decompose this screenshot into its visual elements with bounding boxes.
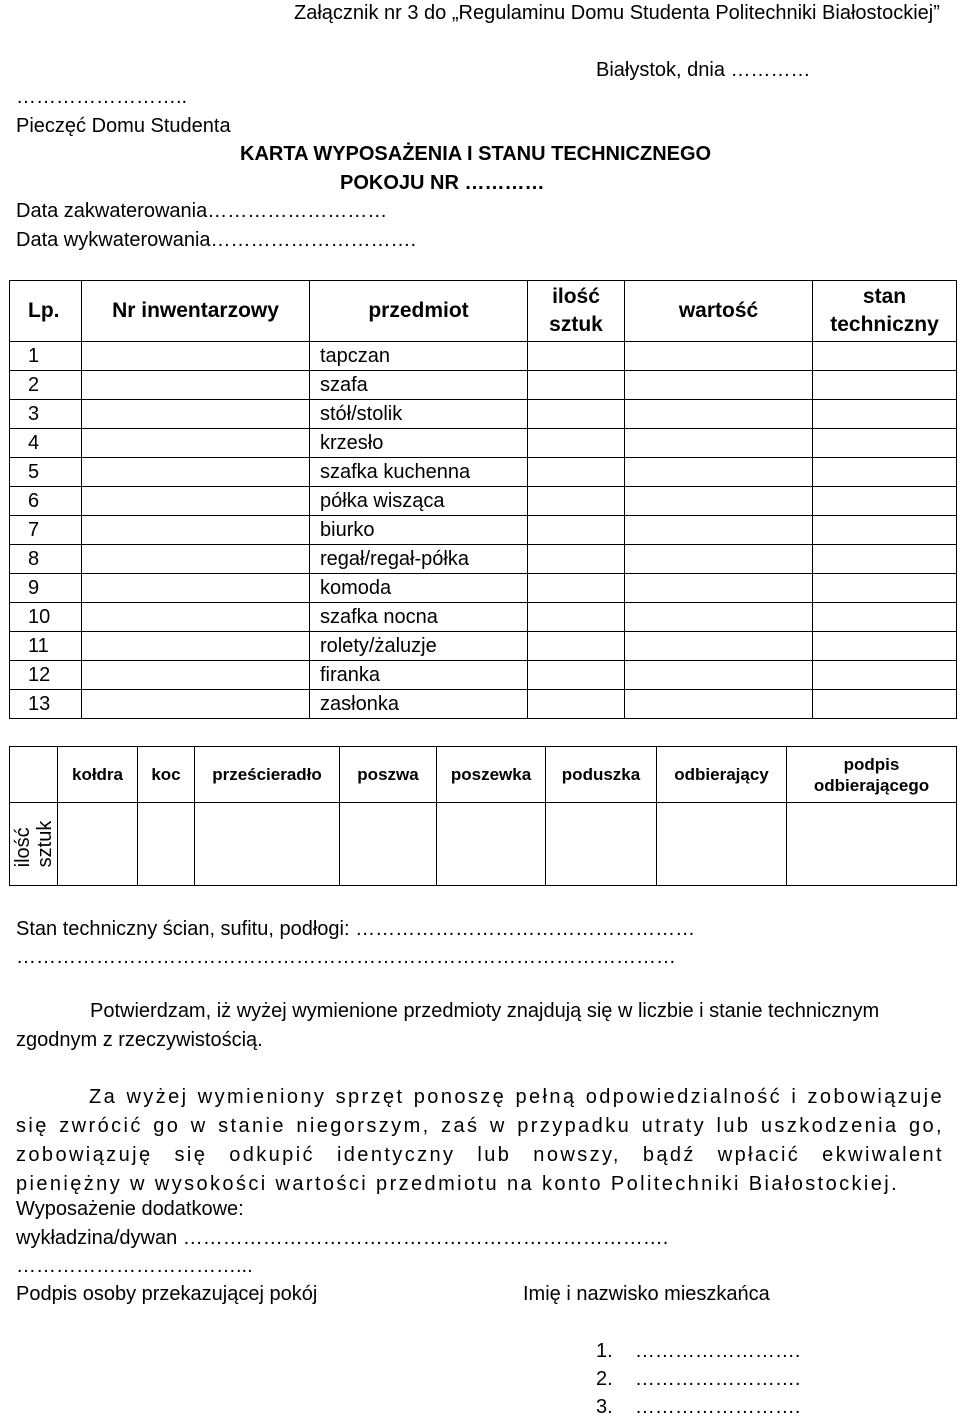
bedding-corner-cell xyxy=(10,747,58,803)
quantity-cell[interactable] xyxy=(528,661,625,690)
header-quantity-line2: sztuk xyxy=(549,313,603,336)
row-lp: 4 xyxy=(10,429,82,458)
inventory-row xyxy=(10,632,957,661)
row-lp: 5 xyxy=(10,458,82,487)
row-lp: 1 xyxy=(10,342,82,371)
inventory-row xyxy=(10,690,957,719)
header-lp: Lp. xyxy=(10,281,82,342)
inventory-row xyxy=(10,603,957,632)
item-name: regał/regał-półka xyxy=(310,545,528,574)
resident-line-1: 1. ……………………. xyxy=(596,1340,801,1362)
header-inventory-number: Nr inwentarzowy xyxy=(82,281,310,342)
value-cell[interactable] xyxy=(625,545,813,574)
row-lp: 12 xyxy=(10,661,82,690)
stamp-dots: …………………….. xyxy=(16,86,188,108)
item-name: stół/stolik xyxy=(310,400,528,429)
receiver-signature-cell[interactable] xyxy=(787,803,957,886)
header-value: wartość xyxy=(625,281,813,342)
attachment-note: Załącznik nr 3 do „Regulaminu Domu Studenta Politechniki Białostockiej” xyxy=(294,2,940,24)
inventory-row xyxy=(10,661,957,690)
row-lp: 13 xyxy=(10,690,82,719)
value-cell[interactable] xyxy=(625,661,813,690)
item-name: szafka kuchenna xyxy=(310,458,528,487)
quantity-cell[interactable] xyxy=(528,458,625,487)
inventory-number-cell[interactable] xyxy=(82,661,310,690)
quantity-cell[interactable] xyxy=(528,603,625,632)
quantity-cell[interactable] xyxy=(528,690,625,719)
technical-state-cell[interactable] xyxy=(813,429,957,458)
extra-equipment-label: Wyposażenie dodatkowe: xyxy=(16,1198,244,1220)
inventory-number-cell[interactable] xyxy=(82,690,310,719)
handover-signature-dots: ……………………………... xyxy=(16,1255,253,1277)
quantity-cell[interactable] xyxy=(528,429,625,458)
resident-line-3: 3. ……………………. xyxy=(596,1396,801,1418)
item-name: szafka nocna xyxy=(310,603,528,632)
header-pillowcase: poszewka xyxy=(437,747,546,803)
technical-state-cell[interactable] xyxy=(813,603,957,632)
quantity-cell[interactable] xyxy=(528,371,625,400)
row-lp: 3 xyxy=(10,400,82,429)
inventory-number-cell[interactable] xyxy=(82,371,310,400)
header-item: przedmiot xyxy=(310,281,528,342)
check-out-date: Data wykwaterowania…………………………. xyxy=(16,229,417,251)
header-receiver-signature xyxy=(787,747,957,803)
inventory-number-cell[interactable] xyxy=(82,429,310,458)
item-name: półka wisząca xyxy=(310,487,528,516)
quantity-cell[interactable] xyxy=(528,487,625,516)
signature-line2: odbierającego xyxy=(813,775,930,795)
technical-state-cell[interactable] xyxy=(813,632,957,661)
receiver-cell[interactable] xyxy=(657,803,787,886)
item-name: biurko xyxy=(310,516,528,545)
technical-state-cell[interactable] xyxy=(813,400,957,429)
inventory-row xyxy=(10,516,957,545)
value-cell[interactable] xyxy=(625,487,813,516)
inventory-header-row xyxy=(10,281,957,342)
check-in-date: Data zakwaterowania……………………… xyxy=(16,200,388,222)
header-state-line1: stan xyxy=(862,285,907,308)
inventory-table xyxy=(9,280,957,719)
row-lp: 10 xyxy=(10,603,82,632)
place-date: Białystok, dnia ………… xyxy=(596,59,811,81)
liability-statement: Za wyżej wymieniony sprzęt ponoszę pełną odpowiedzialność i zobowiązuje się zwrócić go w stanie niegorszym, zaś w przypadku utraty lub uszkodzenia go, zobowiązuję się odkupić identyczny lub nowszy, bądź wpłacić ekwiwalent pieniężny w wysokości wartości przedmiotu na konto Politechniki Białostockiej. xyxy=(16,1086,944,1195)
header-sheet: prześcieradło xyxy=(195,747,340,803)
quantity-label-line1: ilość xyxy=(11,827,34,868)
inventory-row xyxy=(10,545,957,574)
value-cell[interactable] xyxy=(625,400,813,429)
technical-state-cell[interactable] xyxy=(813,516,957,545)
confirmation-line1: Potwierdzam, iż wyżej wymienione przedmioty znajdują się w liczbie i stanie technicznym xyxy=(90,1000,880,1022)
row-lp: 6 xyxy=(10,487,82,516)
inventory-number-cell[interactable] xyxy=(82,487,310,516)
row-lp: 2 xyxy=(10,371,82,400)
resident-name-label: Imię i nazwisko mieszkańca xyxy=(523,1283,770,1305)
bedding-quantity-row xyxy=(10,803,957,886)
row-lp: 9 xyxy=(10,574,82,603)
sheet-qty-cell[interactable] xyxy=(195,803,340,886)
header-quantity xyxy=(528,281,625,342)
quantity-label-line2: sztuk xyxy=(33,820,56,868)
technical-state-cell[interactable] xyxy=(813,661,957,690)
header-blanket: koc xyxy=(138,747,195,803)
form-title: KARTA WYPOSAŻENIA I STANU TECHNICZNEGO xyxy=(240,143,712,165)
pillow-qty-cell[interactable] xyxy=(546,803,657,886)
item-name: krzesło xyxy=(310,429,528,458)
carpet-line: wykładzina/dywan ………………………………………………………………. xyxy=(16,1227,669,1249)
value-cell[interactable] xyxy=(625,632,813,661)
handover-signature-label: Podpis osoby przekazującej pokój xyxy=(16,1283,318,1305)
item-name: komoda xyxy=(310,574,528,603)
quantity-cell[interactable] xyxy=(528,545,625,574)
stamp-label: Pieczęć Domu Studenta xyxy=(16,115,231,137)
row-lp: 8 xyxy=(10,545,82,574)
value-cell[interactable] xyxy=(625,516,813,545)
inventory-row xyxy=(10,371,957,400)
bedding-header-row xyxy=(10,747,957,803)
walls-state-line: Stan techniczny ścian, sufitu, podłogi: …………………………………………… xyxy=(16,918,696,940)
inventory-row xyxy=(10,429,957,458)
value-cell[interactable] xyxy=(625,371,813,400)
header-pillow: poduszka xyxy=(546,747,657,803)
value-cell[interactable] xyxy=(625,690,813,719)
value-cell[interactable] xyxy=(625,342,813,371)
header-receiver: odbierający xyxy=(657,747,787,803)
inventory-row xyxy=(10,487,957,516)
item-name: zasłonka xyxy=(310,690,528,719)
header-duvet-cover: poszwa xyxy=(340,747,437,803)
inventory-number-cell[interactable] xyxy=(82,458,310,487)
quantity-cell[interactable] xyxy=(528,342,625,371)
walls-state-dots: ……………………………………………………………………………………… xyxy=(16,946,676,968)
inventory-number-cell[interactable] xyxy=(82,400,310,429)
room-number: POKOJU NR ………… xyxy=(340,172,545,194)
value-cell[interactable] xyxy=(625,429,813,458)
blanket-qty-cell[interactable] xyxy=(138,803,195,886)
item-name: rolety/żaluzje xyxy=(310,632,528,661)
quantity-cell[interactable] xyxy=(528,574,625,603)
item-name: szafa xyxy=(310,371,528,400)
quantity-cell[interactable] xyxy=(528,400,625,429)
inventory-row xyxy=(10,400,957,429)
pillowcase-qty-cell[interactable] xyxy=(437,803,546,886)
technical-state-cell[interactable] xyxy=(813,458,957,487)
quantity-cell[interactable] xyxy=(528,516,625,545)
technical-state-cell[interactable] xyxy=(813,545,957,574)
technical-state-cell[interactable] xyxy=(813,690,957,719)
technical-state-cell[interactable] xyxy=(813,574,957,603)
header-duvet: kołdra xyxy=(58,747,138,803)
header-technical-state xyxy=(813,281,957,342)
duvet-qty-cell[interactable] xyxy=(58,803,138,886)
duvet-cover-qty-cell[interactable] xyxy=(340,803,437,886)
signature-line1: podpis xyxy=(843,754,900,774)
inventory-number-cell[interactable] xyxy=(82,516,310,545)
item-name: tapczan xyxy=(310,342,528,371)
technical-state-cell[interactable] xyxy=(813,487,957,516)
value-cell[interactable] xyxy=(625,603,813,632)
value-cell[interactable] xyxy=(625,574,813,603)
row-lp: 7 xyxy=(10,516,82,545)
inventory-number-cell[interactable] xyxy=(82,603,310,632)
inventory-number-cell[interactable] xyxy=(82,632,310,661)
technical-state-cell[interactable] xyxy=(813,371,957,400)
bedding-table xyxy=(9,746,957,886)
inventory-number-cell[interactable] xyxy=(82,342,310,371)
quantity-row-label xyxy=(10,803,58,886)
technical-state-cell[interactable] xyxy=(813,342,957,371)
inventory-row xyxy=(10,458,957,487)
inventory-number-cell[interactable] xyxy=(82,574,310,603)
quantity-cell[interactable] xyxy=(528,632,625,661)
resident-line-2: 2. ……………………. xyxy=(596,1368,801,1390)
header-state-line2: techniczny xyxy=(830,313,939,336)
row-lp: 11 xyxy=(10,632,82,661)
header-quantity-line1: ilość xyxy=(552,285,600,308)
value-cell[interactable] xyxy=(625,458,813,487)
confirmation-line2: zgodnym z rzeczywistością. xyxy=(16,1029,263,1051)
item-name: firanka xyxy=(310,661,528,690)
inventory-row xyxy=(10,342,957,371)
inventory-row xyxy=(10,574,957,603)
inventory-number-cell[interactable] xyxy=(82,545,310,574)
